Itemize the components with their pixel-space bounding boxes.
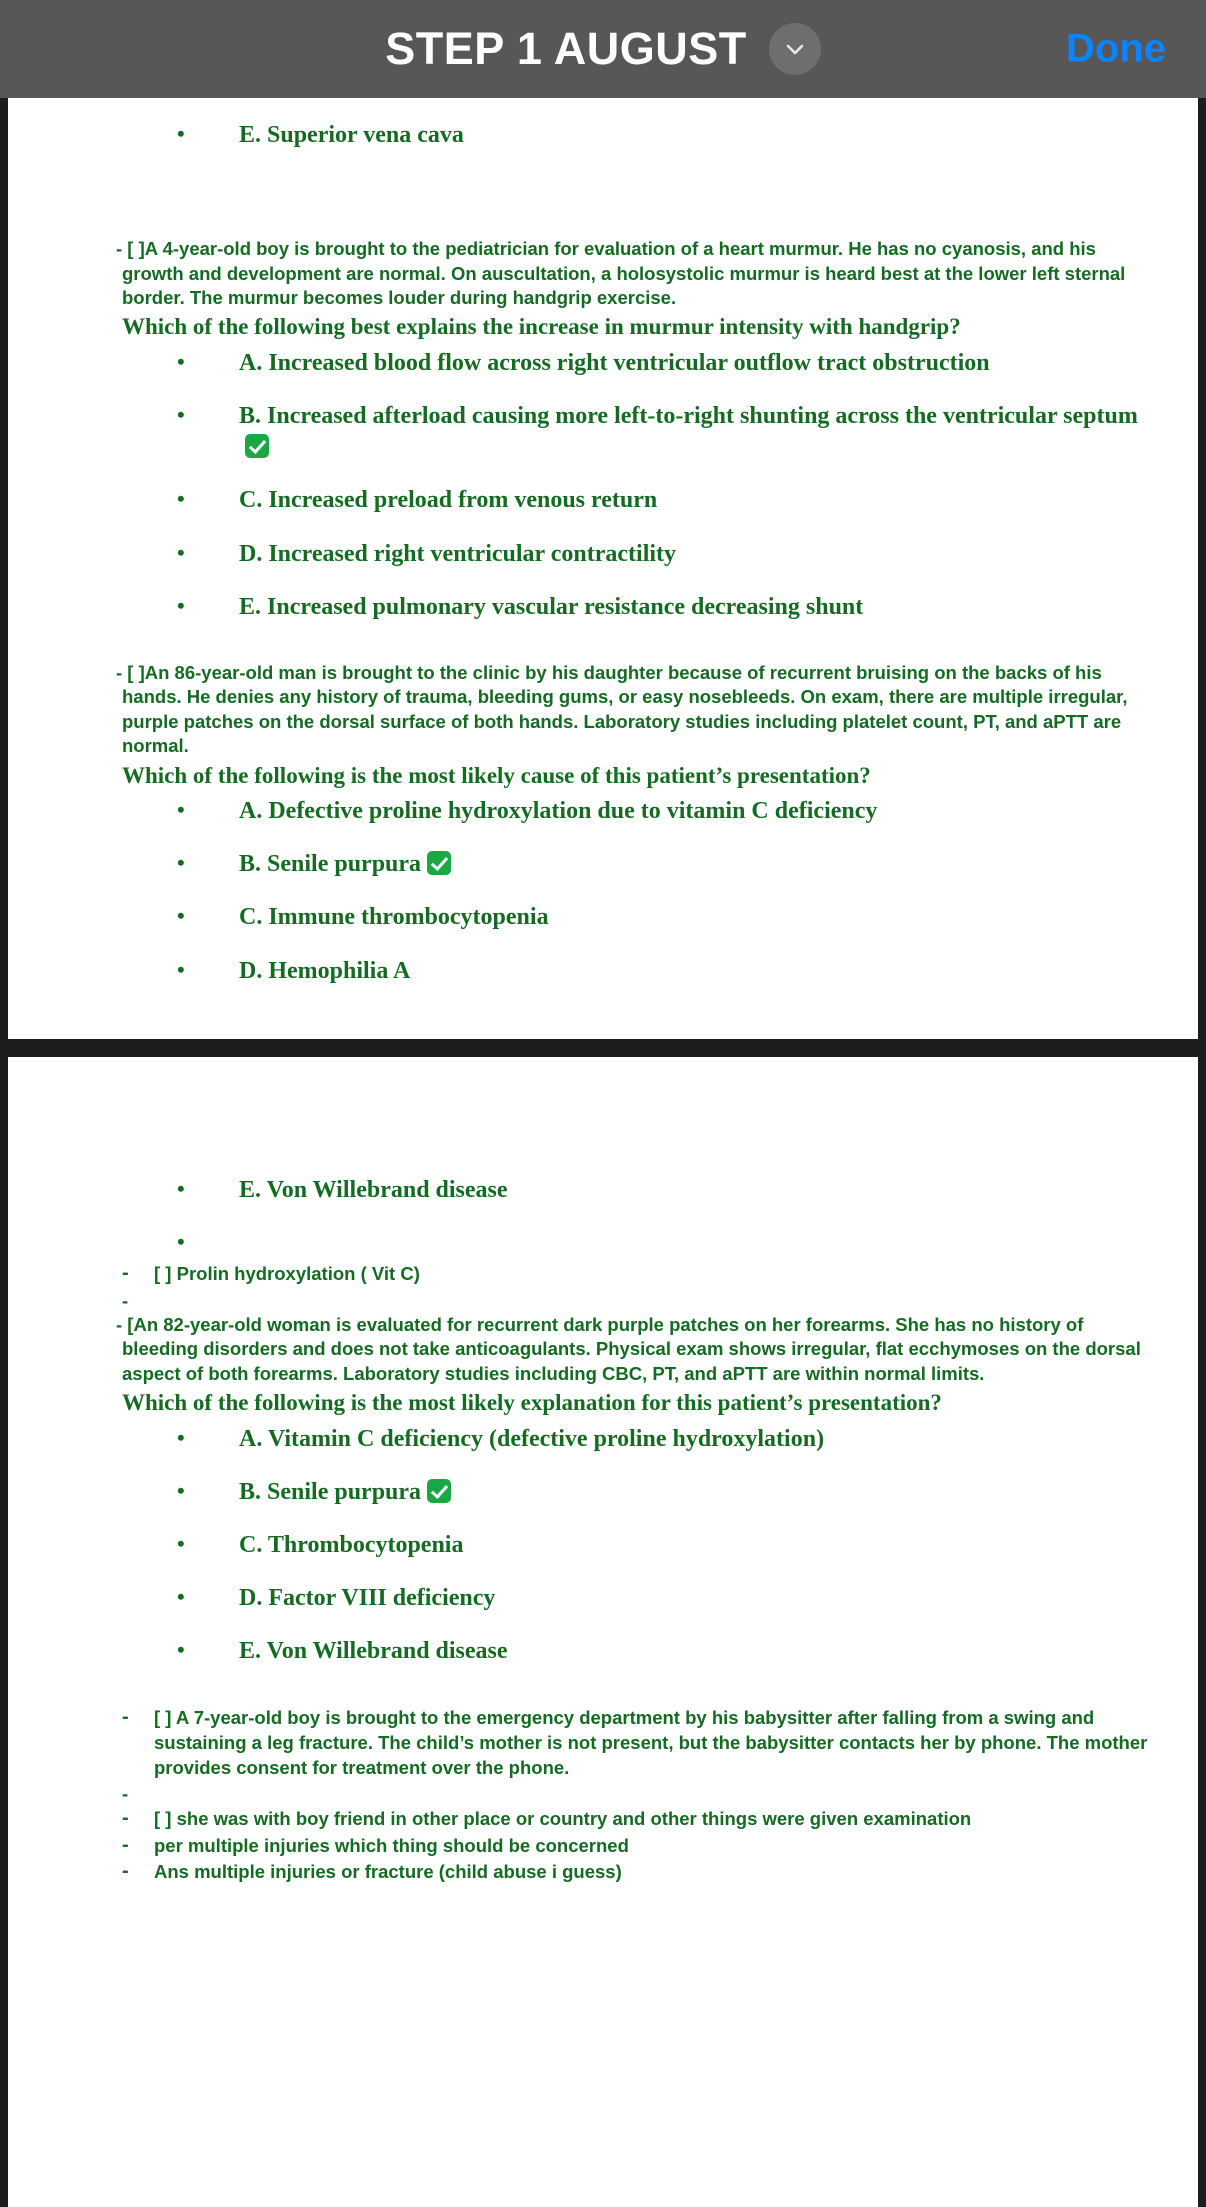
note-list-item <box>44 1807 1162 1832</box>
answer-options-list <box>44 120 1162 151</box>
answer-option-text: C. Thrombocytopenia <box>239 1532 464 1559</box>
answer-option[interactable] <box>44 1477 1162 1508</box>
answer-option[interactable] <box>44 348 1162 379</box>
correct-answer-check-icon <box>427 1479 451 1503</box>
answer-option[interactable] <box>44 1424 1162 1455</box>
answer-option[interactable] <box>44 956 1162 987</box>
bullet-icon: • <box>177 797 185 823</box>
note-list-item-text: [ ] she was with boy friend in other place or country and other things were given examination <box>154 1807 972 1829</box>
empty-note-dash: - <box>122 1289 129 1311</box>
answer-option[interactable] <box>44 120 1162 151</box>
dash-bullet-icon: - <box>122 1806 129 1829</box>
bullet-icon: • <box>177 1228 185 1254</box>
page-divider <box>0 1039 1206 1057</box>
answer-option-text: C. Increased preload from venous return <box>239 487 658 514</box>
correct-answer-check-icon <box>427 851 451 875</box>
bullet-icon: • <box>177 539 185 565</box>
note-list-item-text: [ ] A 7-year-old boy is brought to the emergency department by his babysitter after falling from a swing and sustaining a leg fracture. The child’s mother is not present, but the babysitter contacts her by phone. The mother provides consent for treatment over the phone. <box>154 1706 1148 1778</box>
answer-option-text: D. Hemophilia A <box>239 957 411 984</box>
answer-option-text: D. Increased right ventricular contractility <box>239 540 677 567</box>
document-body[interactable] <box>0 98 1206 2207</box>
answer-options-list <box>44 1424 1162 1668</box>
dash-bullet-icon: - <box>122 1833 129 1856</box>
dash-bullet-icon: - <box>122 1860 129 1883</box>
vertical-spacer <box>44 645 1162 661</box>
question-prompt: Which of the following best explains the increase in murmur intensity with handgrip? <box>122 314 961 340</box>
answer-option[interactable] <box>44 1583 1162 1614</box>
dash-bullet-icon: - <box>122 1705 129 1728</box>
note-list-item <box>44 1706 1162 1781</box>
top-navigation-bar <box>0 0 1206 98</box>
answer-option[interactable] <box>44 1228 1162 1252</box>
vertical-spacer <box>44 1079 1162 1175</box>
answer-option-text: E. Increased pulmonary vascular resistance decreasing shunt <box>239 593 864 620</box>
answer-options-list <box>44 348 1162 623</box>
note-list-item-text: [ ] Prolin hydroxylation ( Vit C) <box>154 1262 420 1284</box>
bullet-icon: • <box>177 1477 185 1503</box>
bullet-icon: • <box>177 348 185 374</box>
answer-option-text: D. Factor VIII deficiency <box>239 1585 496 1612</box>
bullet-icon: • <box>177 1424 185 1450</box>
note-list-item <box>44 1860 1162 1885</box>
bullet-icon: • <box>177 1637 185 1663</box>
answer-option[interactable] <box>44 539 1162 570</box>
done-button[interactable]: Done <box>1066 26 1166 71</box>
correct-answer-check-icon <box>245 434 269 458</box>
answer-option[interactable] <box>44 849 1162 880</box>
bullet-icon: • <box>177 1175 185 1201</box>
answer-option-text: E. Superior vena cava <box>239 122 464 148</box>
answer-options-list <box>44 1175 1162 1252</box>
bullet-icon: • <box>177 903 185 929</box>
dash-bullet-icon: - <box>122 1261 129 1284</box>
answer-option-text: E. Von Willebrand disease <box>239 1638 508 1665</box>
bullet-icon: • <box>177 850 185 876</box>
question-stem: - [ ]An 86-year-old man is brought to the clinic by his daughter because of recurrent bruising on the backs of his hands. He denies any history of trauma, bleeding gums, or easy nosebleeds. On exam, there are multiple irregular, purple patches on the dorsal surface of both hands. Laboratory studies including platelet count, PT, and aPTT are normal. <box>116 661 1128 757</box>
note-list-item-text: per multiple injuries which thing should be concerned <box>154 1834 629 1856</box>
vertical-spacer <box>44 1690 1162 1706</box>
note-list-item <box>44 1262 1162 1287</box>
answer-option[interactable] <box>44 485 1162 516</box>
chevron-down-icon[interactable] <box>769 23 821 75</box>
note-list-item <box>44 1834 1162 1859</box>
answer-option[interactable] <box>44 592 1162 623</box>
bullet-icon: • <box>177 402 185 428</box>
answer-option[interactable] <box>44 902 1162 933</box>
answer-option-text: B. Senile purpura <box>239 851 422 878</box>
answer-option[interactable] <box>44 1175 1162 1206</box>
question-prompt: Which of the following is the most likely cause of this patient’s presentation? <box>122 762 871 788</box>
bullet-icon: • <box>177 486 185 512</box>
answer-option-text: A. Vitamin C deficiency (defective proline hydroxylation) <box>239 1425 825 1452</box>
question-prompt: Which of the following is the most likely explanation for this patient’s presentation? <box>122 1390 942 1416</box>
answer-option-text: E. Von Willebrand disease <box>239 1176 508 1203</box>
bullet-icon: • <box>177 1531 185 1557</box>
bullet-icon: • <box>177 121 185 146</box>
bullet-icon: • <box>177 592 185 618</box>
empty-note-dash: - <box>122 1783 129 1805</box>
answer-option-text: A. Defective proline hydroxylation due to vitamin C deficiency <box>239 798 878 825</box>
answer-option-text: C. Immune thrombocytopenia <box>239 904 549 931</box>
note-list-item-text: Ans multiple injuries or fracture (child abuse i guess) <box>154 1861 622 1883</box>
answer-options-list <box>44 796 1162 987</box>
answer-option-text: A. Increased blood flow across right ventricular outflow tract obstruction <box>239 349 990 376</box>
answer-option-text: B. Senile purpura <box>239 1478 422 1505</box>
bullet-icon: • <box>177 1584 185 1610</box>
answer-option[interactable] <box>44 796 1162 827</box>
question-stem: - [An 82-year-old woman is evaluated for recurrent dark purple patches on her forearms. She has no history of bleeding disorders and does not take anticoagulants. Physical exam shows irregular, flat ecchymoses on the dorsal aspect of both forearms. Laboratory studies including CBC, PT, and aPTT are within normal limits. <box>116 1313 1141 1384</box>
document-page-1 <box>8 98 1198 1039</box>
page-title: STEP 1 AUGUST <box>385 23 747 74</box>
answer-option[interactable] <box>44 1530 1162 1561</box>
answer-option[interactable] <box>44 1636 1162 1667</box>
document-page-2 <box>8 1057 1198 2207</box>
bullet-icon: • <box>177 956 185 982</box>
vertical-spacer <box>44 173 1162 237</box>
question-stem: - [ ]A 4-year-old boy is brought to the pediatrician for evaluation of a heart murmur. He has no cyanosis, and his growth and development are normal. On auscultation, a holosystolic murmur is heard best at the lower left sternal border. The murmur becomes louder during handgrip exercise. <box>116 238 1126 308</box>
answer-option[interactable] <box>44 401 1162 463</box>
answer-option-text: B. Increased afterload causing more left-to-right shunting across the ventricular septum <box>239 403 1138 430</box>
